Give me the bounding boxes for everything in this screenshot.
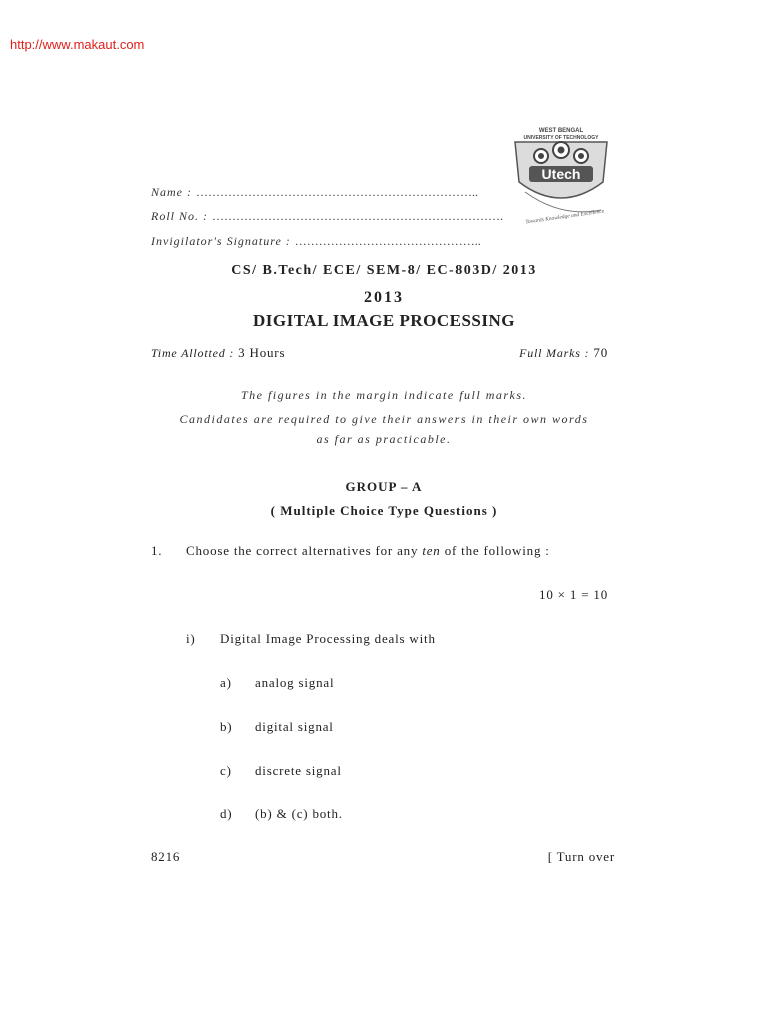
name-field <box>151 185 478 200</box>
group-title: GROUP – A <box>345 479 423 494</box>
option-text: analog signal <box>255 675 335 690</box>
logo-university-line1: WEST BENGAL <box>538 128 584 134</box>
question-text-before: Choose the correct alternatives for any <box>186 543 419 558</box>
roll-field <box>151 209 503 224</box>
option-label: a) <box>220 675 232 690</box>
option-text: (b) & (c) both. <box>255 806 343 821</box>
signature-label: Invigilator's Signature : <box>151 234 291 248</box>
name-label: Name : <box>151 185 192 199</box>
option-text: digital signal <box>255 719 334 734</box>
option-label: b) <box>220 719 233 734</box>
time-allotted <box>151 345 285 361</box>
exam-code: CS/ B.Tech/ ECE/ SEM-8/ EC-803D/ 2013 <box>231 263 537 278</box>
full-marks <box>519 345 608 361</box>
university-logo <box>505 122 617 234</box>
time-value: 3 Hours <box>238 345 286 360</box>
option-label: d) <box>220 806 233 821</box>
name-blank: …………………………………………………………….. <box>196 185 478 199</box>
logo-brand: Utech <box>541 166 581 182</box>
instruction-line-1: The figures in the margin indicate full marks. <box>240 388 528 402</box>
sub-question-text: Digital Image Processing deals with <box>220 631 436 646</box>
time-label: Time Allotted : <box>151 346 235 360</box>
exam-subject: DIGITAL IMAGE PROCESSING <box>252 311 515 330</box>
option-text: discrete signal <box>255 763 342 778</box>
option-label: c) <box>220 763 232 778</box>
question-text-emphasis: ten <box>422 543 441 558</box>
roll-label: Roll No. : <box>151 209 208 223</box>
logo-university-line2: UNIVERSITY OF TECHNOLOGY <box>523 135 599 141</box>
group-subtitle: ( Multiple Choice Type Questions ) <box>270 503 498 518</box>
instruction-line-2: Candidates are required to give their answers in their own words <box>179 412 589 426</box>
logo-motto: Towards Knowledge and Excellence <box>525 208 605 226</box>
page-code: 8216 <box>151 849 181 864</box>
marks-value: 70 <box>593 345 608 360</box>
turn-over: [ Turn over <box>547 849 615 864</box>
signature-blank: ……………………………………….. <box>294 234 481 248</box>
question-marks: 10 × 1 = 10 <box>539 587 608 602</box>
signature-field <box>151 234 481 249</box>
sub-question-number: i) <box>186 631 196 646</box>
roll-blank: ………………………………………………………………. <box>212 209 503 223</box>
exam-year: 2013 <box>364 289 404 306</box>
marks-label: Full Marks : <box>519 346 590 360</box>
question-text-after: of the following : <box>444 543 550 558</box>
source-url: http://www.makaut.com <box>10 37 145 52</box>
question-number: 1. <box>151 543 163 558</box>
question-text <box>186 543 550 559</box>
instruction-line-3: as far as practicable. <box>316 432 452 446</box>
